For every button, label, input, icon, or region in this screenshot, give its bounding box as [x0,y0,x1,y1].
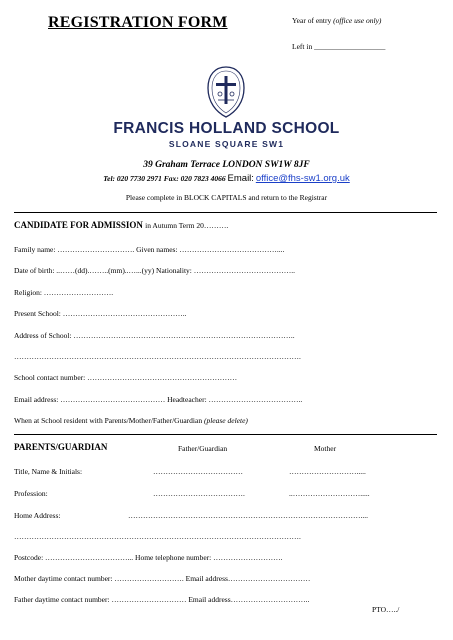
profession-mother-field[interactable]: ..………………………..... [289,489,370,498]
school-name: FRANCIS HOLLAND SCHOOL [113,120,340,137]
resident-text: When at School resident with Parents/Mother/Father/Guardian [14,416,203,425]
resident-row[interactable] [14,416,248,425]
family-name-row[interactable]: Family name: …………………………. Given names: ………………………………….... [14,245,285,254]
office-use-note: (office use only) [333,16,382,25]
form-title: REGISTRATION FORM [48,14,228,31]
home-address-label: Home Address: [14,511,61,520]
profession-label: Profession: [14,489,48,498]
email-link[interactable]: office@fhs-sw1.org.uk [255,173,350,184]
school-address-row[interactable]: Address of School: …………………………………………………………………………….. [14,331,295,340]
tel-fax: Tel: 020 7730 2971 Fax: 020 7823 4066 [103,174,226,183]
email-label: Email: [227,173,254,184]
divider [14,434,437,435]
dob-row[interactable]: Date of birth: ..……(dd).……..(mm)..…...(yy) Nationality: ………………………………….. [14,266,296,275]
pto-note: PTO…../ [372,605,400,614]
title-name-label: Title, Name & Initials: [14,467,83,476]
father-contact-row[interactable]: Father daytime contact number: ………………………… Email address………………………….. [14,595,310,604]
title-mother-field[interactable]: ………………………..... [289,467,366,476]
school-contact-line [0,173,453,184]
left-in-field[interactable]: Left in ___________________ [292,42,386,51]
home-address-field[interactable]: ………………………………………………………………………………….... [128,511,368,520]
postcode-row[interactable]: Postcode: ……………………………... Home telephone number: ………………………. [14,553,283,562]
candidate-heading-text: CANDIDATE FOR ADMISSION [14,220,143,230]
present-school-row[interactable]: Present School: ………………………………………….. [14,309,187,318]
title-father-field[interactable]: ……………………………… [153,467,243,476]
school-address: 39 Graham Terrace LONDON SW1W 8JF [143,160,310,170]
candidate-heading [14,220,228,230]
resident-note: (please delete) [203,416,248,425]
father-column-header: Father/Guardian [178,444,228,453]
home-address-line2[interactable]: ……………………………………………………………………………………………………. [14,532,301,541]
mother-column-header: Mother [314,444,337,453]
school-contact-row[interactable]: School contact number: …………………………………………………… [14,373,238,382]
school-crest-icon [205,66,247,118]
school-address-line2[interactable]: ……………………………………………………………………………………………………. [14,352,301,361]
year-of-entry-label [292,16,381,25]
mother-contact-row[interactable]: Mother daytime contact number: ………………………. Email address…………………………… [14,574,311,583]
school-location: SLOANE SQUARE SW1 [168,139,285,149]
profession-father-field[interactable]: ………………………………. [153,489,245,498]
instruction-text: Please complete in BLOCK CAPITALS and return to the Registrar [125,193,328,202]
email-headteacher-row[interactable]: Email address: …………………………………… Headteacher: ……………………………….. [14,395,303,404]
admission-term[interactable]: in Autumn Term 20………. [145,221,229,230]
year-of-entry-text: Year of entry [292,16,332,25]
parents-heading: PARENTS/GUARDIAN [14,442,108,452]
divider [14,212,437,213]
religion-row[interactable]: Religion: ………………………. [14,288,114,297]
